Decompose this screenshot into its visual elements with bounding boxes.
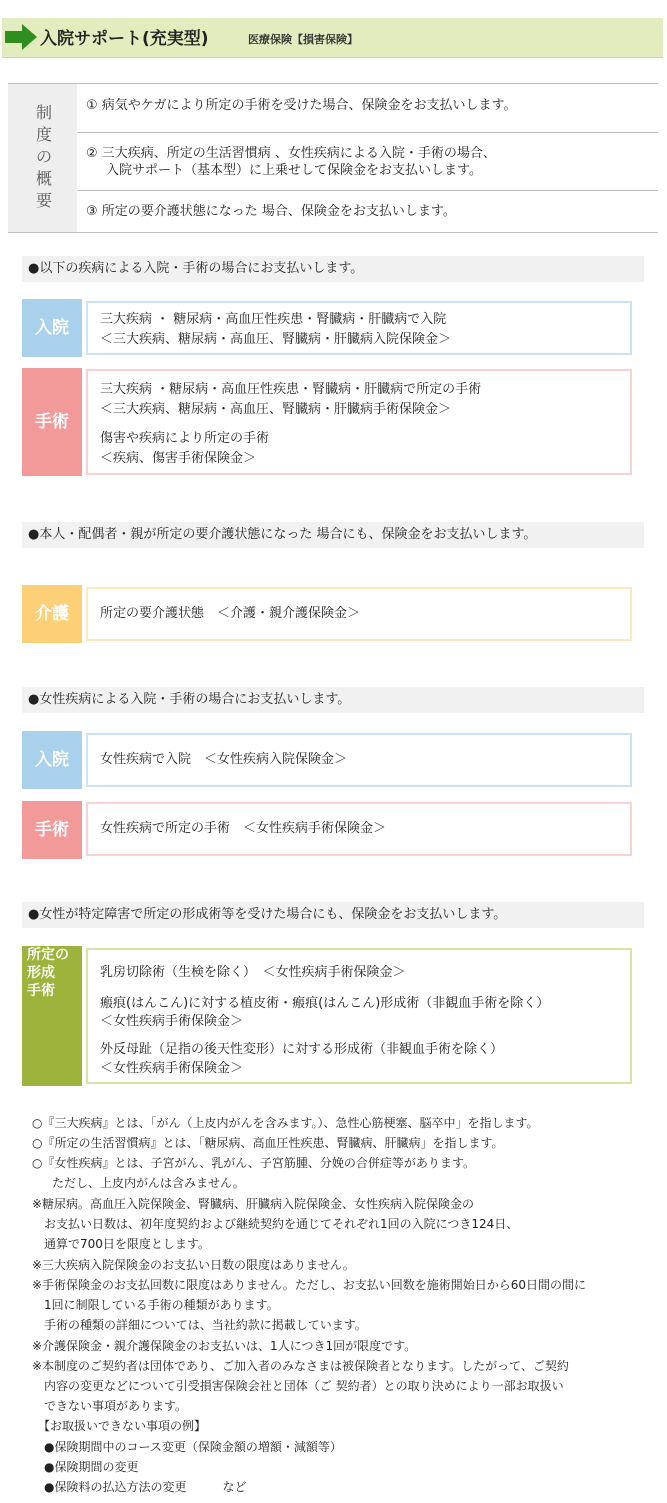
tag-plastic-line: 形成 [27,965,55,981]
box-line: 外反母趾（足指の後天性変形）に対する形成術（非観血手術を除く） [100,1042,504,1057]
box-line: 瘢痕(はんこん)に対する植皮術・瘢痕(はんこん)形成術（非観血手術を除く） [100,996,550,1011]
box-line: ＜三大疾病、糖尿病・高血圧、腎臓病・肝臓病手術保険金＞ [100,402,452,417]
overview-side [8,84,77,232]
note-line: ※介護保険金・親介護保険金のお支払いは、1人につき1回が限度です。 [32,1339,417,1353]
note-line: ※糖尿病。高血圧入院保険金、腎臓病、肝臓病入院保険金、女性疾病入院保険金の [32,1197,475,1211]
box-line: 三大疾病 ・糖尿病・高血圧性疾患・腎臓病・肝臓病で所定の手術 [100,382,482,397]
note-line: ●保険料の払込方法の変更 など [32,1480,247,1494]
box-female-surgery [86,802,632,856]
box-line: 乳房切除術（生検を除く） ＜女性疾病手術保険金＞ [100,965,406,980]
note-line: ※本制度のご契約者は団体であり、ご加入者のみなさまは被保険者となります。したがって、ご契約 [32,1359,569,1373]
overview-item-2: ② 三大疾病、所定の生活習慣病 、女性疾病による入院・手術の場合、 [86,146,496,161]
note-line: ○『所定の生活習慣病』とは、「糖尿病、高血圧性疾患、腎臓病、肝臓病」を指します。 [32,1136,504,1150]
box-line: ＜疾病、傷害手術保険金＞ [100,451,257,466]
note-line: できない事項があります。 [32,1399,188,1413]
note-line: ○『女性疾病』とは、子宮がん、乳がん、子宮筋腫、分娩の合併症等があります。 [32,1156,475,1170]
note-line: ただし、上皮内がんは含みません。 [40,1176,245,1190]
box-care [86,587,632,641]
tag-hospital: 入院 [22,731,82,789]
overview-item-1: ① 病気やケガにより所定の手術を受けた場合、保険金をお支払いします。 [86,98,517,113]
page-header [2,18,663,58]
section-heading-care: ●本人・配偶者・親が所定の要介護状態になった 場合にも、保険金をお支払いします。 [22,522,644,548]
box-line: 三大疾病 ・ 糖尿病・高血圧性疾患・腎臓病・肝臓病で入院 [100,312,447,327]
tag-surgery: 手術 [22,368,82,476]
section-heading-illness: ●以下の疾病による入院・手術の場合にお支払いします。 [22,256,644,282]
overview-label: 制度の概要 [35,103,52,210]
page-subtitle: 医療保険【損害保険】 [248,33,358,46]
note-line: ※手術保険金のお支払回数に限度はありません。ただし、お支払い回数を施術開始日から60日間の間に [32,1278,587,1292]
box-line: 女性疾病で所定の手術 ＜女性疾病手術保険金＞ [100,821,387,836]
overview-divider [77,132,658,133]
box-line: 傷害や疾病により所定の手術 [100,431,270,446]
overview-item-2-cont: 入院サポート（基本型）に上乗せして保険金をお支払いします。 [106,163,482,178]
note-line: お支払い日数は、初年度契約および継続契約を通じてそれぞれ1回の入院につき124日、 [32,1217,519,1231]
note-line: ○『三大疾病』とは、「がん（上皮内がんを含みます。）、急性心筋梗塞、脳卒中」を指します。 [32,1116,539,1130]
overview-divider [77,190,658,191]
note-line: 手術の種類の詳細については、当社約款に掲載しています。 [32,1318,367,1332]
note-line: ※三大疾病入院保険金のお支払い日数の限度はありません。 [32,1258,355,1272]
box-line: 所定の要介護状態 ＜介護・親介護保険金＞ [100,606,361,621]
section-heading-plastic: ●女性が特定障害で所定の形成術等を受けた場合にも、保険金をお支払いします。 [22,902,644,928]
note-line: 【お取扱いできない事項の例】 [32,1419,207,1433]
box-illness-hospital [86,301,632,355]
box-line: ＜三大疾病、糖尿病・高血圧、腎臓病・肝臓病入院保険金＞ [100,332,452,347]
note-line: 内容の変更などについて引受損害保険会社と団体（ご 契約者）との取り決めにより一部お取扱い [32,1379,564,1393]
tag-plastic-line: 所定の [27,947,69,963]
note-line: ●保険期間中のコース変更（保険金額の増額・減額等） [32,1440,342,1454]
note-line: ●保険期間の変更 [32,1460,139,1474]
tag-care: 介護 [22,585,82,643]
tag-surgery: 手術 [22,801,82,859]
note-line: 1回に制限している手術の種類があります。 [32,1298,279,1312]
box-plastic-surgery [86,948,632,1084]
box-line: 女性疾病で入院 ＜女性疾病入院保険金＞ [100,752,348,767]
box-female-hospital [86,733,632,787]
arrow-right-icon [5,24,37,50]
section-heading-female: ●女性疾病による入院・手術の場合にお支払いします。 [22,687,644,713]
page-title: 入院サポート(充実型) [40,29,209,49]
tag-hospital: 入院 [22,299,82,357]
box-illness-surgery [86,369,632,475]
tag-plastic-line: 手術 [27,983,55,999]
box-line: ＜女性疾病手術保険金＞ [100,1014,244,1029]
note-line: 通算で700日を限度とします。 [32,1237,210,1251]
tag-plastic-surgery [22,946,82,1086]
overview-item-3: ③ 所定の要介護状態になった 場合、保険金をお支払いします。 [86,204,456,219]
box-line: ＜女性疾病手術保険金＞ [100,1061,244,1076]
overview-table [8,83,658,233]
